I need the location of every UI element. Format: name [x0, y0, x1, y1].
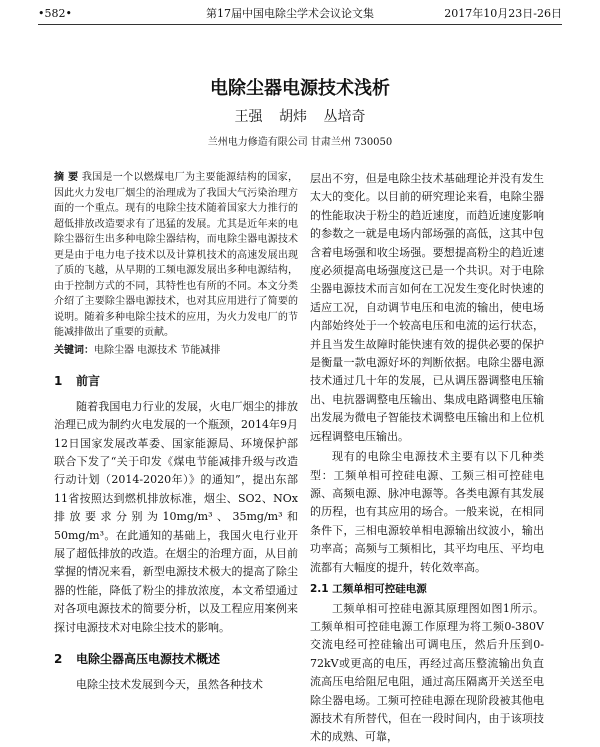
paper-title: 电除尘器电源技术浅析 [210, 78, 390, 99]
abstract-text: 我国是一个以燃煤电厂为主要能源结构的国家，因此火力发电厂烟尘的治理成为了我国大气污染治理方面的一个重点。现有的电除尘技术随着国家大力推行的超低排放改造要求有了迅猛的发展。尤其是近年来的电除尘器衍生出多种电除尘器结构，而电除尘器电源技术更是由于电力电子技术以及计算机技术的高速发展出现了质的飞越，从早期的工频电源发展出多种电源结构，由于控制方式的不同，其特性也有所的不同。本文分类介绍了主要除尘器电源技术，也对其应用进行了简要的说明。随着多种电除尘技术的应用，为火力发电厂的节能减排做出了重要的贡献。 [54, 172, 298, 338]
section2-paragraph: 电除尘技术发展到今天，虽然各种技术 [76, 677, 263, 691]
right-column [310, 170, 544, 747]
subsection-heading: 2.1 工频单相可控硅电源 [310, 582, 427, 595]
keywords-label: 关键词： [54, 344, 94, 356]
abstract [54, 170, 298, 341]
keywords-text: 电除尘器 电源技术 节能减排 [94, 344, 221, 356]
page-number: •582• [38, 7, 72, 20]
section-number: 1 [54, 374, 63, 389]
body-paragraph: 工频单相可控硅电源其原理图如图1所示。工频单相可控硅电源工作原理为将工频0-380V交流电经可控硅输出可调电压，然后升压到0-72kV或更高的电压，再经过高压整流输出负直流高压电给阻尼电阻，通过高压隔离开关送至电除尘器电场。工频可控硅电源在现阶段被其他电源技术有所替代，但在一段时间内，由于该项技术的成熟、可靠， [310, 601, 544, 744]
section-title: 电除尘器高压电源技术概述 [76, 651, 221, 666]
body-paragraph: 层出不穷，但是电除尘技术基础理论并没有发生太大的变化。以目前的研究理论来看，电除尘器的性能取决于粉尘的趋近速度，而趋近速度影响的参数之一就是电场内部场强的高低，这其中包含着电场强和收尘场强。要想提高粉尘的趋近速度必须提高电场强度这已是一个共识。对于电除尘器电源技术而言如何在工况发生变化时快速的适应工况，自动调节电压和电流的输出，使电场内部始终处于一个较高电压和电流的运行状态，并且当发生故障时能快速有效的提供必要的保护是衡量一款电源好坏的判断依据。电除尘器电源技术通过几十年的发展，已从调压器调整电压输出、电抗器调整电压输出、集成电路调整电压输出发展为微电子智能技术调整电压输出和上位机远程调整电压输出。 [310, 172, 544, 443]
section-heading-2 [54, 651, 298, 668]
body-paragraph: 现有的电除尘电源技术主要有以下几种类型：工频单相可控硅电源、工频三相可控硅电源、高频电源、脉冲电源等。各类电源有其发展的历程，也有其应用的场合。一般来说，在相同条件下，三相电源较单相电源输出纹波小，输出功率高；高频与工频相比，其平均电压、平均电流都有大幅度的提升，转化效率高。 [310, 450, 544, 574]
running-header [38, 4, 562, 25]
keywords [54, 343, 298, 360]
journal-title: 第17届中国电除尘学术会议论文集 [206, 7, 374, 20]
abstract-label: 摘 要 [54, 172, 79, 183]
paper-affiliation: 兰州电力修造有限公司 甘肃兰州 730050 [207, 137, 393, 148]
paper-authors: 王强 胡炜 丛培奇 [234, 109, 366, 125]
intro-paragraph: 随着我国电力行业的发展，火电厂烟尘的排放治理已成为制约火电发展的一个瓶颈，2014年9月12日国家发展改革委、国家能源局、环境保护部联合下发了“关于印发《煤电节能减排升级与改造行动计划（2014-2020年）》的通知”，提出东部11省按照达到燃机排放标准，烟尘、SO2、NOx排放要求分别为10mg/m³、35mg/m³和50mg/m³。在此通知的基础上，我国火电行业开展了超低排放的改造。在烟尘的治理方面，从目前掌握的情况来看，新型电源技术极大的提高了除尘器的性能，降低了粉尘的排放浓度，本文希望通过对各项电源技术的简要分析，以及工程应用案例来探讨电源技术对电除尘技术的影响。 [54, 399, 298, 634]
left-column [54, 170, 298, 694]
section-heading-1 [54, 373, 298, 390]
section-number: 2 [54, 651, 63, 666]
conference-date: 2017年10月23日-26日 [444, 7, 562, 20]
section-title: 前言 [76, 374, 101, 389]
